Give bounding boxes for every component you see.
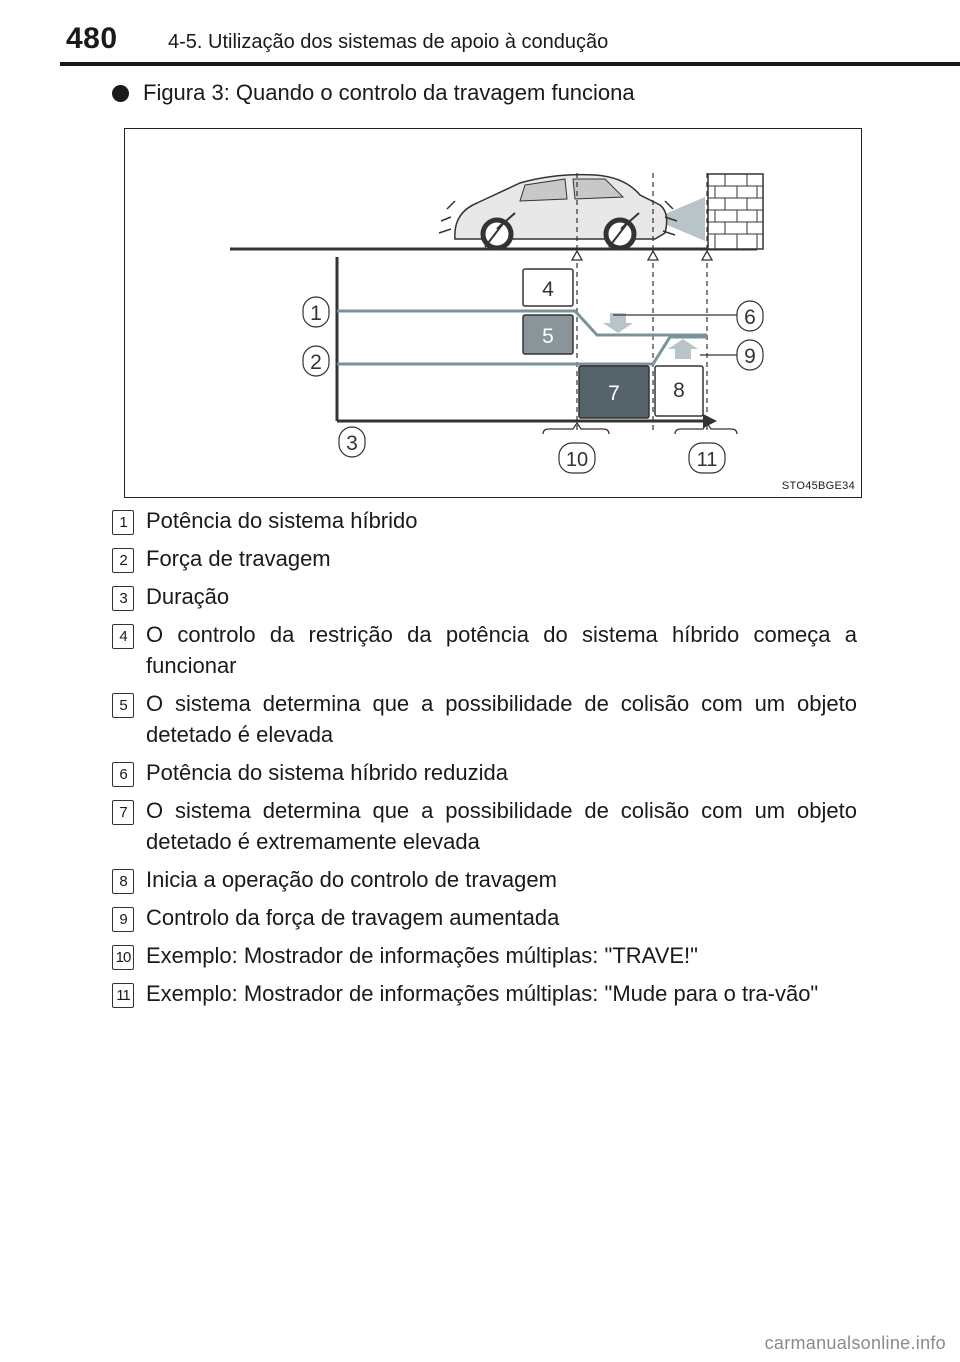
header-rule xyxy=(60,62,960,66)
legend-item xyxy=(112,978,857,1009)
bracket-11 xyxy=(675,423,737,434)
legend-number: 9 xyxy=(112,907,134,932)
legend-item xyxy=(112,581,857,612)
legend-text: Exemplo: Mostrador de informações múltiplas: "TRAVE!" xyxy=(146,943,698,968)
braking-diagram xyxy=(125,129,862,498)
legend-text: Inicia a operação do controlo de travagem xyxy=(146,867,557,892)
legend-item xyxy=(112,795,857,857)
callout-8: 8 xyxy=(673,379,685,402)
legend-number: 7 xyxy=(112,800,134,825)
callout-4: 4 xyxy=(542,278,554,301)
legend-item xyxy=(112,505,857,536)
legend-text: Potência do sistema híbrido xyxy=(146,508,418,533)
bullet-icon xyxy=(112,85,129,102)
figure-heading-text: Figura 3: Quando o controlo da travagem funciona xyxy=(143,80,635,105)
legend-item xyxy=(112,619,857,681)
svg-text:3: 3 xyxy=(346,432,358,455)
legend-item xyxy=(112,757,857,788)
legend-number: 4 xyxy=(112,624,134,649)
legend-number: 2 xyxy=(112,548,134,573)
callout-11 xyxy=(689,443,725,473)
svg-text:11: 11 xyxy=(696,449,718,471)
bracket-10 xyxy=(543,423,609,434)
page-number: 480 xyxy=(66,22,118,55)
svg-text:2: 2 xyxy=(310,351,322,374)
legend-text: Força de travagem xyxy=(146,546,331,571)
brake-up-arrow xyxy=(668,339,698,359)
figure-frame xyxy=(124,128,862,498)
legend-number: 3 xyxy=(112,586,134,611)
brake-line xyxy=(337,337,707,364)
legend-text: Duração xyxy=(146,584,230,609)
legend-text: Exemplo: Mostrador de informações múltiplas: "Mude para o tra-vão" xyxy=(146,981,819,1006)
legend-number: 6 xyxy=(112,762,134,787)
car-icon xyxy=(439,175,677,248)
legend-number: 1 xyxy=(112,510,134,535)
legend-list xyxy=(112,505,857,1016)
legend-number: 8 xyxy=(112,869,134,894)
legend-text: O sistema determina que a possibilidade de colisão com um objeto detetado é elevada xyxy=(146,691,857,747)
legend-number: 5 xyxy=(112,693,134,718)
power-down-arrow xyxy=(603,313,633,333)
legend-item xyxy=(112,543,857,574)
legend-item xyxy=(112,864,857,895)
callout-3 xyxy=(339,427,365,457)
legend-text: Potência do sistema híbrido reduzida xyxy=(146,760,508,785)
callout-1 xyxy=(303,297,329,327)
watermark[interactable]: carmanualsonline.info xyxy=(764,1333,946,1353)
svg-text:1: 1 xyxy=(310,302,322,325)
callout-6 xyxy=(737,301,763,331)
callout-9 xyxy=(737,340,763,370)
section-title: 4-5. Utilização dos sistemas de apoio à condução xyxy=(168,31,609,53)
figure-code: STO45BGE34 xyxy=(781,480,855,492)
svg-text:9: 9 xyxy=(744,345,756,368)
legend-text: O controlo da restrição da potência do sistema híbrido começa a funcionar xyxy=(146,622,857,678)
legend-item xyxy=(112,902,857,933)
wall-icon xyxy=(708,174,763,249)
legend-item xyxy=(112,688,857,750)
legend-text: Controlo da força de travagem aumentada xyxy=(146,905,560,930)
callout-7: 7 xyxy=(608,382,620,405)
callout-2 xyxy=(303,346,329,376)
event-markers xyxy=(572,251,712,260)
legend-number: 10 xyxy=(112,945,134,970)
callout-5: 5 xyxy=(542,325,554,348)
figure-heading xyxy=(112,80,635,106)
legend-text: O sistema determina que a possibilidade de colisão com um objeto detetado é extremamente elevada xyxy=(146,798,857,854)
svg-text:10: 10 xyxy=(565,449,589,471)
callout-10 xyxy=(559,443,595,473)
legend-item xyxy=(112,940,857,971)
legend-number: 11 xyxy=(112,983,134,1008)
svg-text:6: 6 xyxy=(744,306,756,329)
